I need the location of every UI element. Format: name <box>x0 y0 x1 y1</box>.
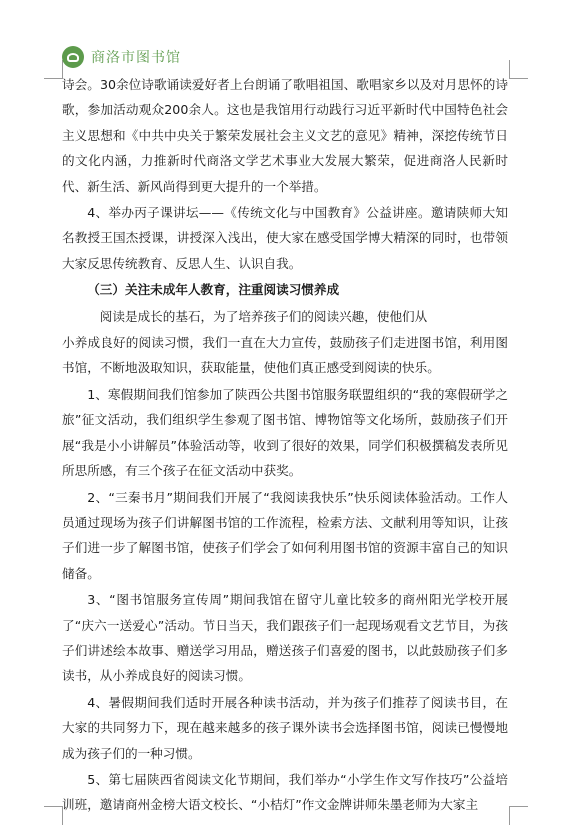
paragraph-poetry-event: 诗会。30余位诗歌诵读爱好者上台朗诵了歌唱祖国、歌唱家乡以及对月思怀的诗歌，参加活动观众200余人。这也是我馆用行动践行习近平新时代中国特色社会主义思想和《中共中央关于繁荣发展社会主义文艺的意见》精神，深挖传统节日的文化内涵，力推新时代商洛文学艺术事业大发展大繁荣，促进商洛人民新时代、新生活、新风尚得到更大提升的一个举措。 <box>62 77 508 194</box>
library-logo-icon <box>62 46 84 68</box>
paragraph-winter-activity: 1、寒假期间我们馆参加了陕西公共图书馆服务联盟组织的“我的寒假研学之旅”征文活动，我们组织学生参观了图书馆、博物馆等文化场所，鼓励孩子们开展“我是小小讲解员”体验活动等，收到了很好的效果，同学们积极撰稿发表所见所思所感，有三个孩子在征文活动中获奖。 <box>62 386 508 479</box>
page-header <box>62 44 181 70</box>
document-body <box>62 72 508 819</box>
library-name: 商洛市图书馆 <box>91 50 181 66</box>
section-heading: （三）关注未成年人教育，注重阅读习惯养成 <box>87 282 340 298</box>
paragraph-reading-festival: 5、第七届陕西省阅读文化节期间，我们举办“小学生作文写作技巧”公益培训班，邀请商州金榜大语文校长、“小桔灯”作文金牌讲师朱墨老师为大家主 <box>62 771 508 813</box>
crop-mark-bottom-right <box>509 806 528 825</box>
paragraph-service-week: 3、“图书馆服务宣传周”期间我馆在留守儿童比较多的商州阳光学校开展了“庆六一送爱心”活动。节日当天，我们跟孩子们一起现场观看文艺节目，为孩子们讲述绘本故事、赠送学习用品，赠送孩子们喜爱的图书，以此鼓励孩子们多读书，从小养成良好的阅读习惯。 <box>62 592 508 684</box>
paragraph-lecture: 4、举办丙子课讲坛——《传统文化与中国教育》公益讲座。邀请陕师大知名教授王国杰授课，讲授深入浅出，使大家在感受国学博大精深的同时，也带领大家反思传统教育、反思人生、认识自我。 <box>62 205 508 271</box>
paragraph-intro-rest: 小养成良好的阅读习惯，我们一直在大力宣传，鼓励孩子们走进图书馆，利用图书馆，不断地汲取知识，获取能量，使他们真正感受到阅读的快乐。 <box>62 335 508 376</box>
crop-mark-bottom-left <box>44 806 63 825</box>
crop-mark-top-left <box>44 60 63 79</box>
crop-mark-top-right <box>509 60 528 79</box>
paragraph-book-month: 2、“三秦书月”期间我们开展了“我阅读我快乐”快乐阅读体验活动。工作人员通过现场为孩子们讲解图书馆的工作流程，检索方法、文献利用等知识，让孩子们进一步了解图书馆，使孩子们学会了如何利用图书馆的资源丰富自己的知识储备。 <box>62 489 508 581</box>
paragraph-intro-line: 阅读是成长的基石，为了培养孩子们的阅读兴趣，使他们从 <box>99 308 428 324</box>
paragraph-summer-reading: 4、暑假期间我们适时开展各种读书活动，并为孩子们推荐了阅读书目，在大家的共同努力下，现在越来越多的孩子课外读书会选择图书馆，阅读已慢慢地成为孩子们的一种习惯。 <box>62 694 508 761</box>
